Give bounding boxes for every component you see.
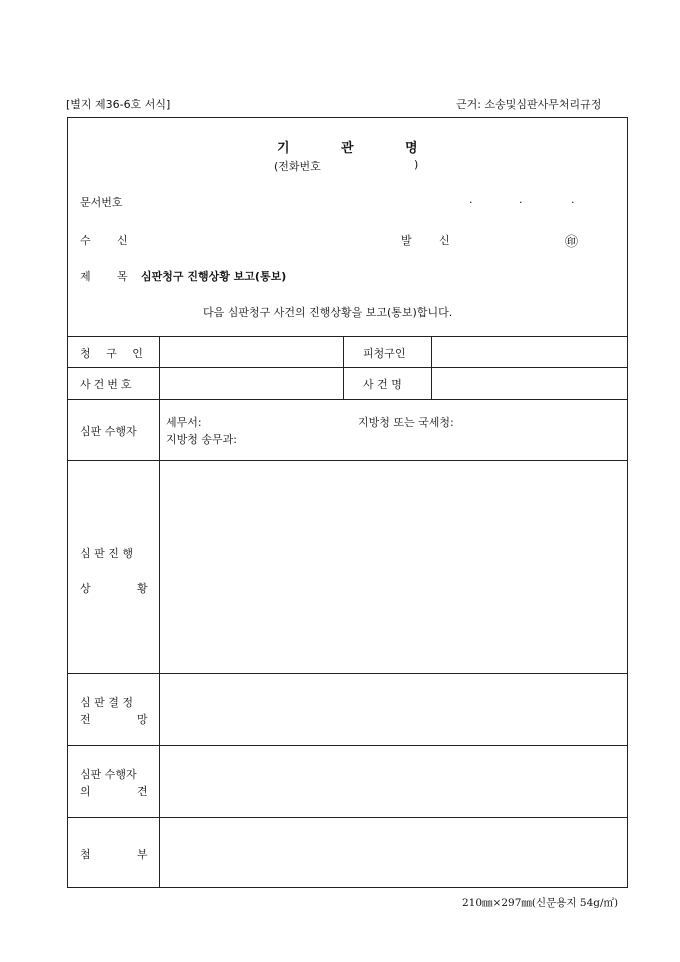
sender-label-char-2: 신: [439, 234, 450, 247]
form-code: [별지 제36-6호 서식]: [66, 98, 171, 111]
row-divider-5: [67, 745, 628, 746]
subject-label-char-2: 목: [117, 270, 128, 283]
progress-label-char-1: 상: [80, 582, 91, 595]
recipient-label-char-2: 신: [117, 234, 128, 247]
agency-title-char-3: 명: [405, 141, 418, 156]
row-divider-4: [67, 673, 628, 674]
progress-label-char-2: 황: [137, 582, 148, 595]
form-frame: [67, 117, 628, 888]
date-dot-year: ·: [469, 196, 473, 209]
date-dot-month: ·: [519, 196, 523, 209]
date-dot-day: ·: [571, 196, 575, 209]
mid-column-rule-right: [431, 336, 432, 399]
row-divider-3: [67, 460, 628, 461]
phone-close: ): [414, 158, 419, 171]
regional-office-field: 지방청 또는 국세청:: [358, 416, 454, 429]
row-divider-6: [67, 817, 628, 818]
agency-title-char-2: 관: [341, 141, 354, 156]
attachment-label-char-1: 첨: [80, 848, 91, 861]
case-number-label: 사건번호: [80, 378, 135, 391]
regional-litigation-field: 지방청 송무과:: [166, 433, 237, 446]
opinion-label-line-1: 심판 수행자: [80, 768, 137, 781]
opinion-label-char-1: 의: [80, 785, 91, 798]
recipient-label-char-1: 수: [80, 234, 91, 247]
row-divider-2: [67, 399, 628, 400]
doc-number-label: 문서번호: [80, 196, 123, 209]
outlook-label-char-2: 망: [137, 713, 148, 726]
case-name-label: 사 건 명: [363, 378, 402, 391]
body-text: 다음 심판청구 사건의 진행상황을 보고(통보)합니다.: [203, 306, 453, 319]
outlook-label-char-1: 전: [80, 713, 91, 726]
opinion-label-char-2: 견: [137, 785, 148, 798]
performer-label: 심판 수행자: [80, 425, 137, 438]
tax-office-field: 세무서:: [166, 416, 202, 429]
label-column-rule: [159, 336, 160, 888]
subject-value: 심판청구 진행상황 보고(통보): [141, 270, 287, 283]
respondent-label: 피청구인: [363, 347, 406, 360]
mid-column-rule-left: [343, 336, 344, 399]
claimant-label: 청 구 인: [80, 347, 149, 360]
phone-label: (전화번호: [274, 160, 321, 173]
attachment-label-char-2: 부: [137, 848, 148, 861]
sender-label-char-1: 발: [401, 234, 412, 247]
regulation-basis: 근거: 소송및심판사무처리규정: [456, 98, 602, 111]
row-divider-1: [67, 367, 628, 368]
table-top-rule: [67, 336, 628, 337]
seal-icon: ㊞: [565, 235, 579, 250]
outlook-label-line-1: 심 판 결 정: [80, 696, 133, 709]
agency-title-char-1: 기: [277, 141, 290, 156]
subject-label-char-1: 제: [80, 270, 91, 283]
paper-spec: 210㎜×297㎜(신문용지 54g/㎡): [462, 897, 619, 909]
progress-label-line-1: 심 판 진 행: [80, 547, 133, 560]
